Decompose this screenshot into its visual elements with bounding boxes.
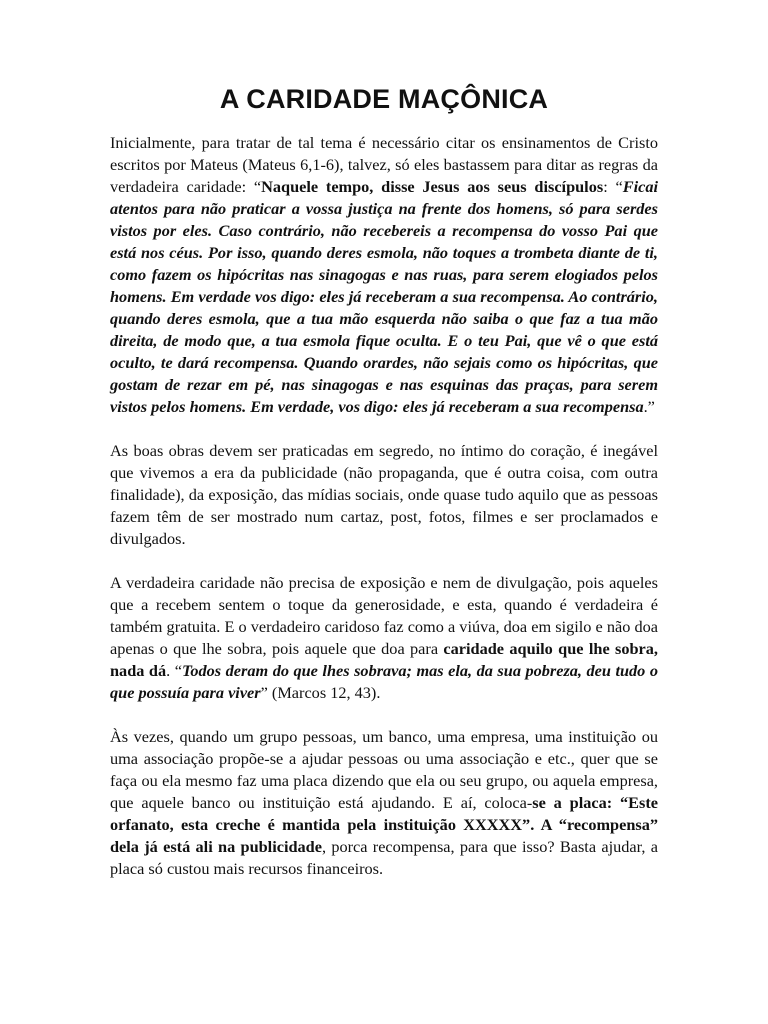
p3-end: ” (Marcos 12, 43).: [260, 683, 381, 702]
p3-mid: . “: [166, 661, 182, 680]
p3-intro: A verdadeira caridade não precisa de exposição e nem de divulgação, pois aqueles que a recebem sentem o toque da generosidade, e esta, quando é verdadeira é também gratuita. E o verdadeiro caridoso faz como a viúva, doa em sigilo e não doa apenas o que lhe sobra, pois aquele que doa para: [110, 573, 658, 658]
p1-intro: Inicialmente, para tratar de tal tema é necessário citar os ensinamentos de Cristo escritos por Mateus (Mateus 6,1-6), talvez, só eles bastassem para ditar as regras da verdadeira caridade: “: [110, 133, 658, 196]
p4-intro: Às vezes, quando um grupo pessoas, um banco, uma empresa, uma instituição ou uma associação propõe-se a ajudar pessoas ou uma associação e etc., quer que se faça ou ela mesmo faz uma placa dizendo que ela ou seu grupo, ou aquela empresa, que aquele banco ou instituição está ajudando. E aí, coloca-: [110, 727, 658, 812]
p1-colon: : “: [603, 177, 623, 196]
p4-end: , porca recompensa, para que isso? Basta ajudar, a placa só custou mais recursos financeiros.: [110, 837, 658, 878]
document-title: A CARIDADE MAÇÔNICA: [219, 84, 549, 114]
p1-end: .”: [643, 397, 655, 416]
paragraph-4: [110, 726, 658, 880]
p3-quote: Todos deram do que lhes sobrava; mas ela, da sua pobreza, deu tudo o que possuía para viver: [110, 661, 658, 702]
paragraph-1: [110, 132, 658, 418]
p1-gospel-quote: Ficai atentos para não praticar a vossa justiça na frente dos homens, só para serdes vistos por eles. Caso contrário, não recebereis a recompensa do vosso Pai que está nos céus. Por isso, quando deres esmola, não toques a trombeta diante de ti, como fazem os hipócritas nas sinagogas e nas ruas, para serem elogiados pelos homens. Em verdade vos digo: eles já receberam a sua recompensa. Ao contrário, quando deres esmola, que a tua mão esquerda não saiba o que faz a tua mão direita, de modo que, a tua esmola fique oculta. E o teu Pai, que vê o que está oculto, te dará recompensa. Quando orardes, não sejais como os hipócritas, que gostam de rezar em pé, nas sinagogas e nas esquinas das praças, para serem vistos pelos homens. Em verdade, vos digo: eles já receberam a sua recompensa: [110, 177, 658, 416]
paragraph-2: As boas obras devem ser praticadas em segredo, no íntimo do coração, é inegável que vivemos a era da publicidade (não propaganda, que é outra coisa, com outra finalidade), da exposição, das mídias sociais, onde quase tudo aquilo que as pessoas fazem têm de ser mostrado num cartaz, post, fotos, filmes e ser proclamados e divulgados.: [110, 441, 658, 548]
p3-bold: caridade aquilo que lhe sobra, nada dá: [110, 639, 658, 680]
p1-bold-lead: Naquele tempo, disse Jesus aos seus discípulos: [261, 177, 604, 196]
paragraph-3: [110, 572, 658, 704]
p4-bold: se a placa: “Este orfanato, esta creche é mantida pela instituição XXXXX”. A “recompensa” dela já está ali na publicidade: [110, 793, 658, 856]
